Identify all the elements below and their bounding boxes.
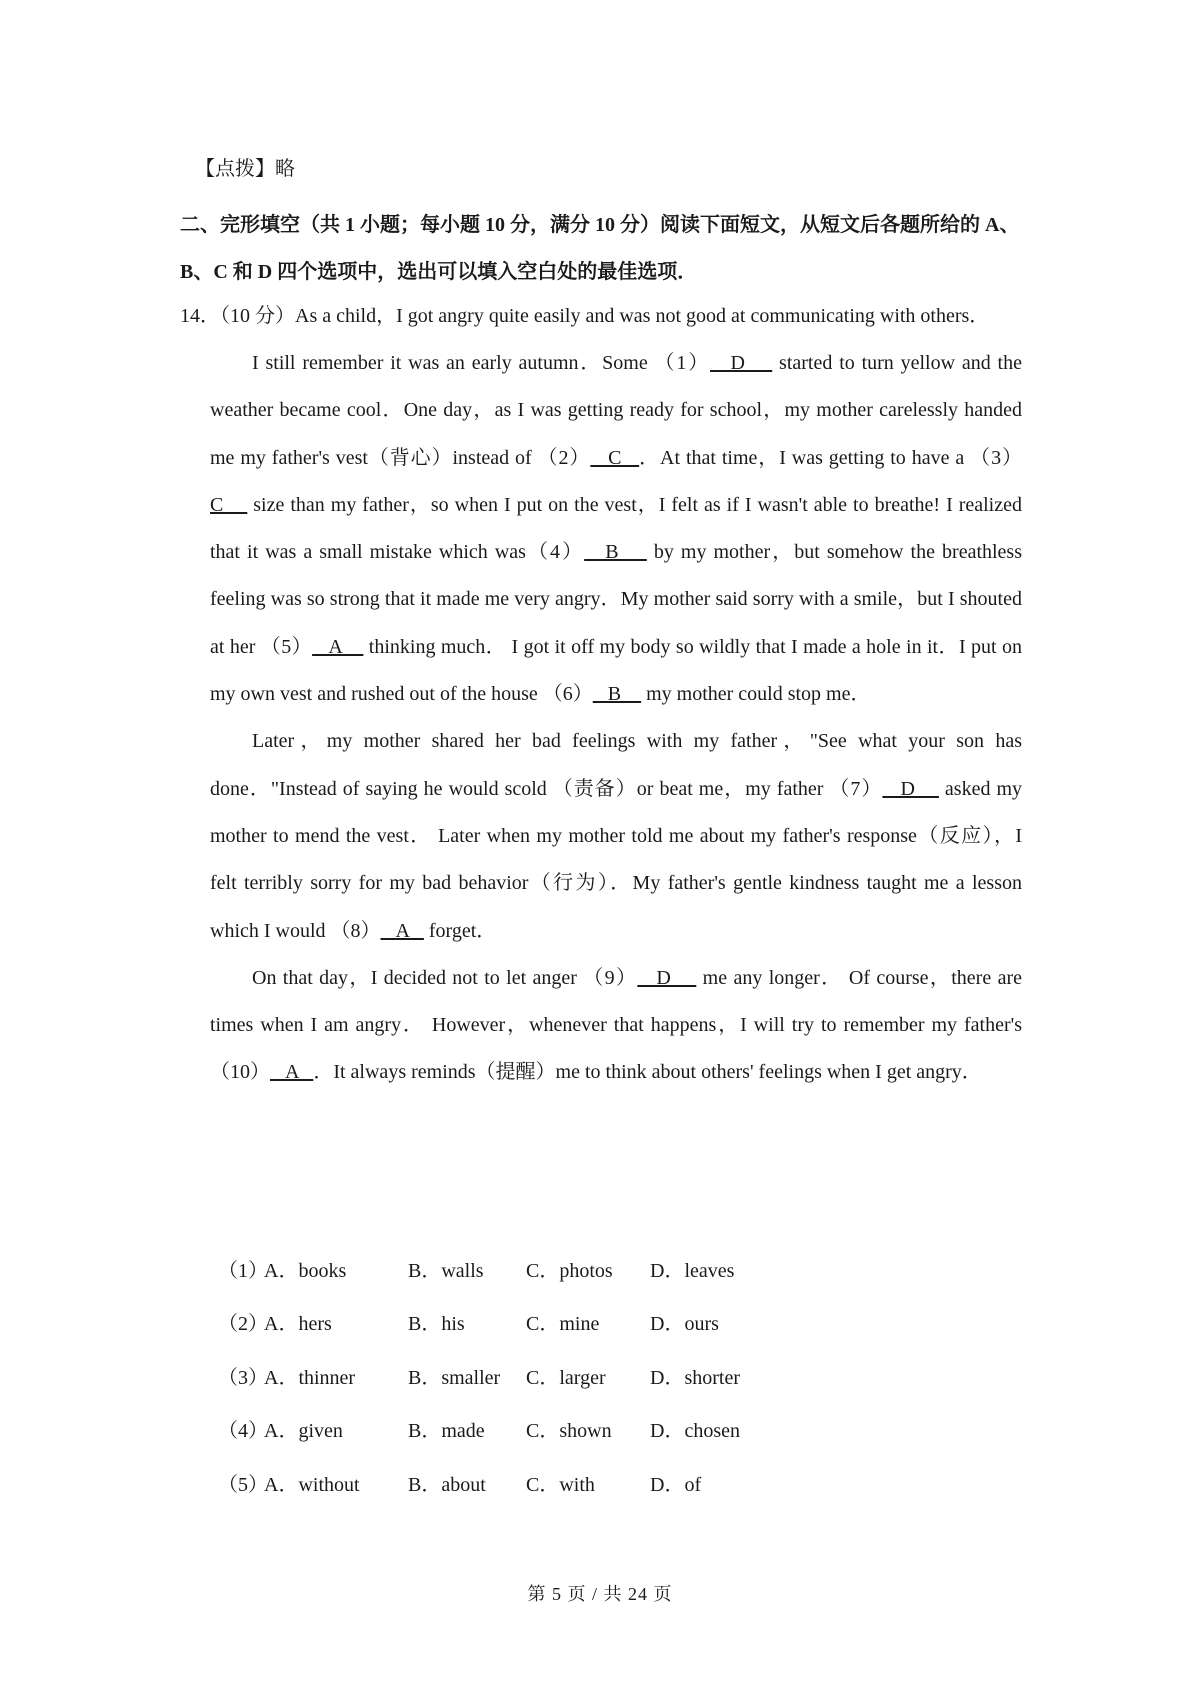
option-c: C．with [526,1473,595,1496]
answer-blank-5: A [312,635,364,658]
option-d: D．leaves [650,1260,735,1282]
option-a: A．books [264,1260,347,1282]
answer-blank-10: A [270,1061,314,1084]
passage-text: ．It always reminds（提醒）me to think about others' feelings when I get angry． [313,1061,982,1084]
option-b: B．made [408,1420,485,1443]
passage-text: started to turn yellow and the weather became cool．One day，as I was getting ready for school，my mother carelessly handed me my father's vest（背心）instead of （2） [210,352,1022,469]
option-d: D．of [650,1473,702,1496]
answer-blank-4: B [584,541,647,564]
passage-text: me any longer． Of course，there are times when I am angry． However，whenever that happens，I will try to remember my father's （10） [210,966,1022,1084]
option-number: （1） [218,1260,268,1282]
passage-text: ．At that time，I was getting to have a （3） [639,446,1022,469]
answer-blank-2: C [590,446,640,469]
option-a: A．thinner [264,1366,356,1389]
cloze-passage [210,340,1022,1097]
option-a: A．hers [264,1313,332,1336]
option-b: B．his [408,1313,465,1336]
option-b: B．smaller [408,1366,501,1389]
section-title: 二、完形填空（共 1 小题；每小题 10 分，满分 10 分）阅读下面短文，从短文后各题所给的 A、B、C 和 D 四个选项中，选出可以填入空白处的最佳选项． [180,214,1020,283]
option-b: B．about [408,1473,486,1496]
passage-text: thinking much． I got it off my body so wildly that I made a hole in it．I put on my own vest and rushed out of the house （6） [210,635,1022,706]
answer-blank-9: D [637,966,697,989]
passage-text: size than my father，so when I put on the vest，I felt as if I wasn't able to breathe! I realized that it was a small mistake which was（4） [210,493,1022,564]
option-number: （3） [218,1366,268,1389]
question-heading: 14．（10 分）As a child，I got angry quite easily and was not good at communicating with others． [180,305,990,327]
passage-text: On that day，I decided not to let anger （9） [252,966,638,989]
paragraph-2 [210,718,1022,954]
option-a: A．given [264,1420,343,1443]
option-c: C．photos [526,1260,613,1282]
option-d: D．chosen [650,1420,740,1443]
paragraph-3 [210,955,1022,1097]
page-footer: 第 5 页 / 共 24 页 [527,1584,673,1604]
passage-text: forget． [423,919,497,942]
option-c: C．mine [526,1313,600,1336]
option-number: （2） [218,1313,268,1336]
option-c: C．shown [526,1420,612,1443]
answer-blank-8: A [380,919,424,942]
option-d: D．shorter [650,1366,740,1389]
answer-blank-7: D [882,777,939,800]
passage-text: by my mother，but somehow the breathless feeling was so strong that it made me very angry．My mother said sorry with a smile，but I shouted at her （5） [210,541,1022,658]
option-a: A．without [264,1473,360,1496]
answer-blank-6: B [592,683,642,706]
passage-text: my mother could stop me． [641,683,871,706]
tip-line: 【点拨】略 [195,158,295,180]
option-c: C．larger [526,1366,606,1389]
option-b: B．walls [408,1260,484,1282]
option-d: D．ours [650,1313,719,1336]
passage-text: Later，my mother shared her bad feelings with my father，"See what your son has done．"Instead of saying he would scold （责备）or beat me，my father （7） [210,730,1022,800]
option-number: （4） [218,1420,268,1443]
passage-text: asked my mother to mend the vest． Later when my mother told me about my father's response（反应），I felt terribly sorry for my bad behavior（行为）．My father's gentle kindness taught me a lesson which I would （8） [210,777,1023,942]
passage-text: I still remember it was an early autumn．Some （1） [252,352,711,374]
answer-blank-3: C [210,493,248,516]
paragraph-1 [210,340,1022,718]
answer-blank-1: D [710,352,773,374]
option-number: （5） [218,1473,268,1496]
